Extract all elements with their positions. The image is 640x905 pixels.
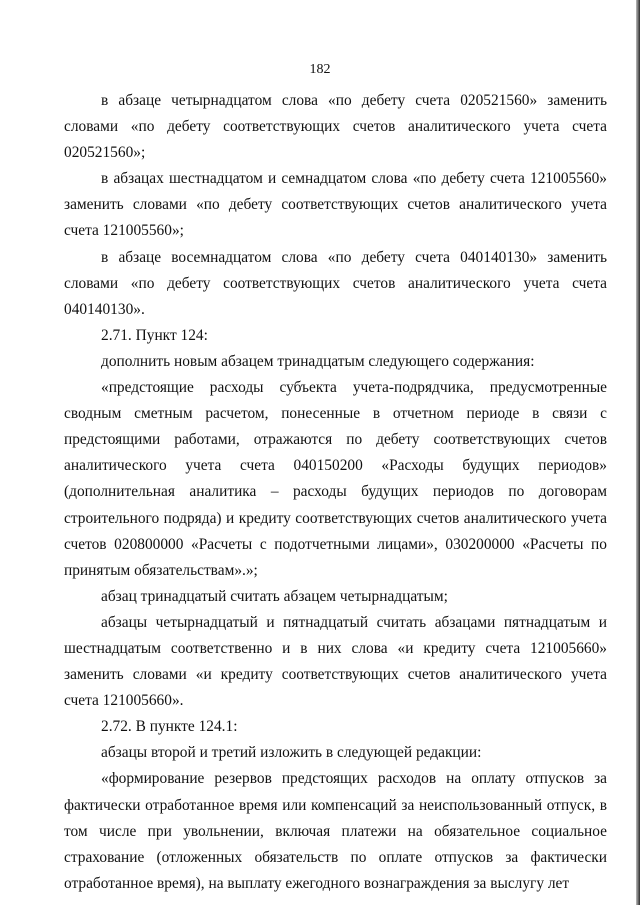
- page-number: 182: [309, 62, 331, 77]
- document-body: [64, 88, 607, 897]
- scan-edge: [636, 0, 640, 905]
- paragraph-renumber-14-15: абзацы четырнадцатый и пятнадцатый считать абзацами пятнадцатым и шестнадцатым соответственно и в них слова «и кредиту счета 121005660» заменить словами «и кредиту соответствующих счетов аналитического учета счета 121005660».: [64, 613, 607, 710]
- paragraph-quoted-new-text: «предстоящие расходы субъекта учета-подрядчика, предусмотренные сводным сметным расчетом, понесенные в отчетном периоде в связи с предстоящими работами, отражаются по дебету соответствующих счетов аналитического учета счета 040150200 «Расходы будущих периодов» (дополнительная аналитика – расходы будущих периодов по договорам строительного подряда) и кредиту соответствующих счетов аналитического учета счетов 020800000 «Расчеты с подотчетными лицами», 030200000 «Расчеты по принятым обязательствам».»;: [64, 379, 607, 579]
- paragraph-abzacy-16-17: в абзацах шестнадцатом и семнадцатом слова «по дебету счета 121005560» заменить словами «по дебету соответствующих счетов аналитического учета счета 121005560»;: [64, 170, 607, 240]
- paragraph-abzac-14: в абзаце четырнадцатом слова «по дебету счета 020521560» заменить словами «по дебету соответствующих счетов аналитического учета счета 020521560»;: [64, 92, 607, 162]
- paragraph-new-edition: абзацы второй и третий изложить в следующей редакции:: [101, 744, 482, 762]
- section-heading-2-72: 2.72. В пункте 124.1:: [101, 718, 238, 736]
- paragraph-abzac-18: в абзаце восемнадцатом слова «по дебету счета 040140130» заменить словами «по дебету соответствующих счетов аналитического учета счета 040140130».: [64, 248, 607, 318]
- paragraph-reserves-text: «формирование резервов предстоящих расходов на оплату отпусков за фактически отработанное время или компенсаций за неиспользованный отпуск, в том числе при увольнении, включая платежи на обязательное социальное страхование (отложенных обязательств по оплате отпусков за фактически отработанное время), на выплату ежегодного вознаграждения за выслугу лет: [64, 770, 607, 892]
- section-heading-2-71: 2.71. Пункт 124:: [101, 326, 208, 344]
- paragraph-add-new-abzac: дополнить новым абзацем тринадцатым следующего содержания:: [101, 352, 535, 370]
- paragraph-renumber-13: абзац тринадцатый считать абзацем четырнадцатым;: [101, 587, 448, 605]
